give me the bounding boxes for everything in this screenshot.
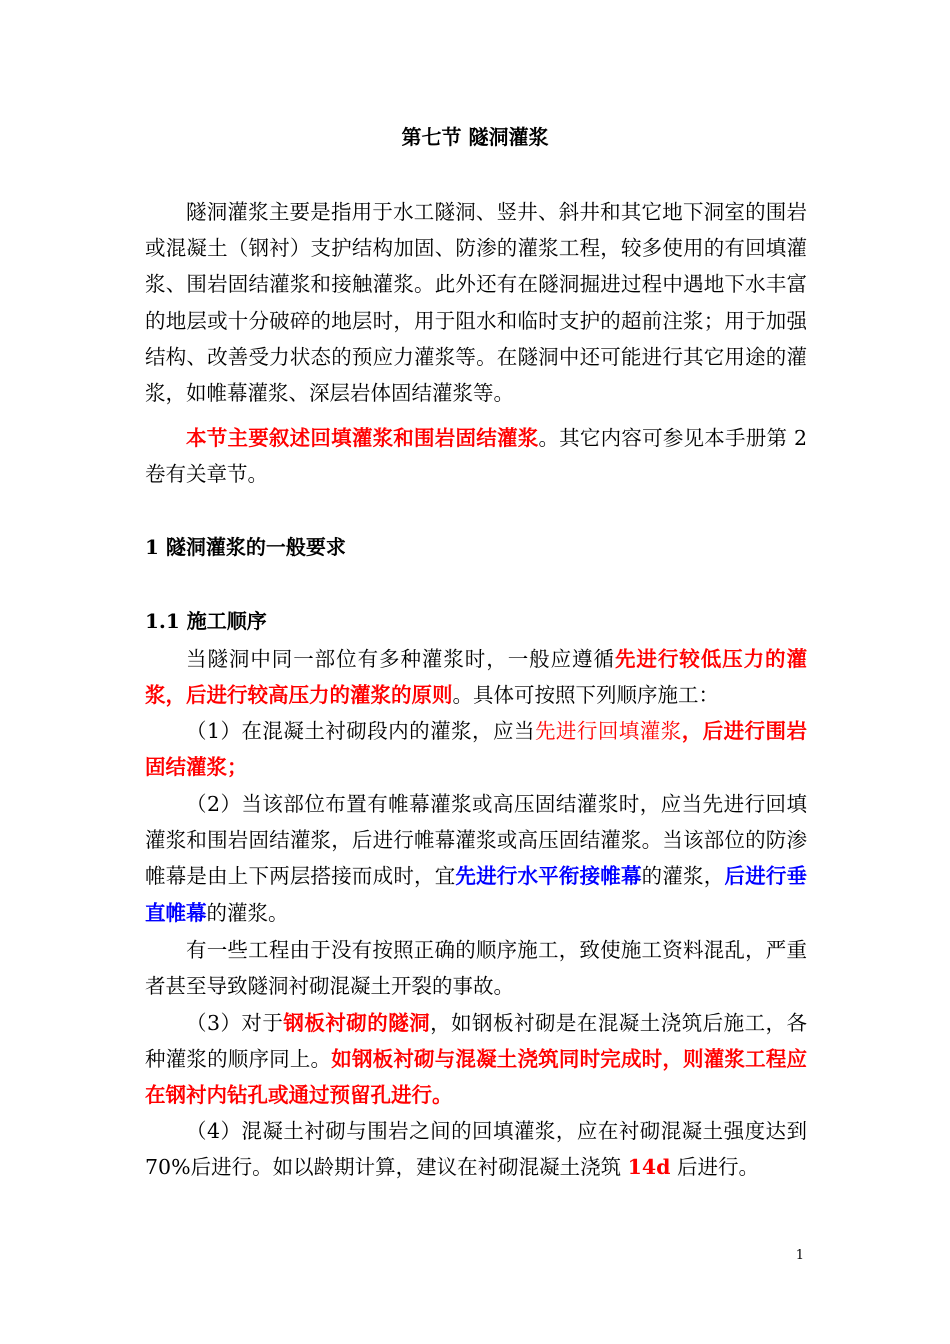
intro-paragraph [145,194,807,411]
heading-1: 1 隧洞灌浆的一般要求 [145,535,346,559]
page-number: 1 [795,1248,804,1263]
item-3 [145,1005,807,1114]
item-2-text-a: （2）当该部位布置有帷幕灌浆或高压固结灌浆时，应当先进行回填灌浆和围岩固结灌浆，后进行帷幕灌浆或高压固结灌浆。当该部位的防渗帷幕是由上下两层搭接而成时，宜 [145,792,807,889]
order-text-b: 。具体可按照下列顺序施工： [452,683,719,708]
item-1-text: （1）在混凝土衬砌段内的灌浆，应当 [186,719,535,743]
scope-rest: 。其它内容可参见本手册第 2 卷有关章节。 [145,426,808,487]
section-title: 第七节 隧洞灌浆 [401,125,549,149]
item-2-blue-2: 后进行垂直帷幕 [145,864,808,925]
item-4 [145,1113,807,1185]
item-2-text-c: 的灌浆。 [206,900,289,925]
note-paragraph [145,932,807,1004]
item-2-text-b: 的灌浆， [641,864,725,889]
item-3-red-1: 钢板衬砌的隧洞 [283,1011,431,1035]
item-4-text-b: 后进行。 [670,1155,759,1180]
order-text-a: 当隧洞中同一部位有多种灌浆时，一般应遵循 [186,647,615,671]
item-1 [145,713,807,785]
item-3-text-a: （3）对于 [186,1011,284,1035]
item-2 [145,786,807,931]
scope-paragraph [145,420,807,492]
item-2-blue-1: 先进行水平衔接帷幕 [455,864,642,889]
item-3-red-2: 如钢板衬砌与混凝土浇筑同时完成时，则灌浆工程应在钢衬内钻孔或通过预留孔进行。 [145,1047,808,1108]
order-principle: 先进行较低压力的灌浆，后进行较高压力的灌浆的原则 [145,647,808,708]
intro-text: 隧洞灌浆主要是指用于水工隧洞、竖井、斜井和其它地下洞室的围岩或混凝土（钢衬）支护结构加固、防渗的灌浆工程，较多使用的有回填灌浆、围岩固结灌浆和接触灌浆。此外还有在隧洞掘进过程中遇地下水丰富的地层或十分破碎的地层时，用于阻水和临时支护的超前注浆；用于加强结构、改善受力状态的预应力灌浆等。在隧洞中还可能进行其它用途的灌浆，如帷幕灌浆、深层岩体固结灌浆等。 [145,200,807,406]
heading-1-1: 1.1 施工顺序 [145,609,267,633]
item-1-red: 先进行回填灌浆 [534,719,682,743]
item-4-red: 14d [627,1155,671,1180]
note-text: 有一些工程由于没有按照正确的顺序施工，致使施工资料混乱，严重者甚至导致隧洞衬砌混凝土开裂的事故。 [145,938,807,999]
item-1-red-bold: ，后进行围岩固结灌浆； [145,719,808,780]
order-paragraph [145,641,807,713]
item-3-text-b: ，如钢板衬砌是在混凝土浇筑后施工，各种灌浆的顺序同上。 [145,1011,808,1072]
item-4-text-a: （4）混凝土衬砌与围岩之间的回填灌浆，应在衬砌混凝土强度达到 70%后进行。如以龄期计算，建议在衬砌混凝土浇筑 [145,1119,807,1180]
scope-highlight: 本节主要叙述回填灌浆和围岩固结灌浆 [186,426,539,450]
